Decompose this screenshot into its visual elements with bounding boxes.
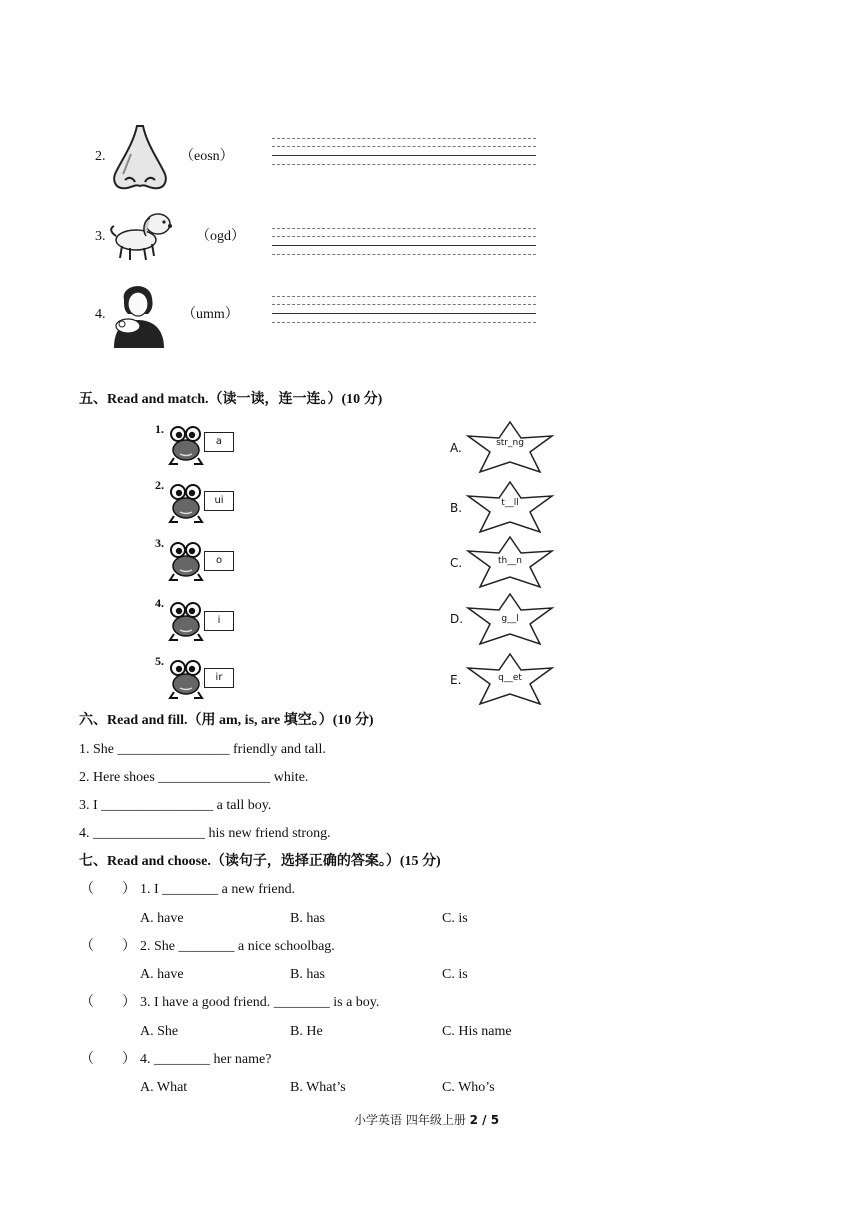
option-b[interactable]: B. has: [290, 967, 325, 982]
frog-icon: [166, 658, 206, 700]
frog-number: 3.: [155, 536, 164, 550]
frog-icon: [166, 482, 206, 524]
frog-number: 4.: [155, 596, 164, 610]
option-letter: E.: [450, 673, 462, 687]
fill-sentence[interactable]: 4. ________________ his new friend strong.: [79, 826, 331, 841]
option-a[interactable]: A. What: [140, 1080, 188, 1095]
frog-number: 1.: [155, 422, 164, 436]
question-text: 3. I have a good friend. ________ is a boy.: [140, 995, 380, 1010]
section-title-part5: 五、Read and match.（读一读，连一连。）(10 分): [79, 392, 383, 407]
fill-sentence[interactable]: 2. Here shoes ________________ white.: [79, 770, 309, 785]
option-letter: D.: [450, 612, 464, 626]
option-c[interactable]: C. is: [442, 967, 468, 982]
footer-text: 小学英语 四年级上册: [354, 1113, 470, 1127]
answer-bracket[interactable]: （ ）: [80, 939, 136, 954]
fill-sentence[interactable]: 3. I ________________ a tall boy.: [79, 798, 272, 813]
option-b[interactable]: B. What’s: [290, 1080, 346, 1095]
answer-bracket[interactable]: （ ）: [80, 995, 136, 1010]
option-letter: A.: [450, 441, 462, 455]
sound-box[interactable]: ui: [204, 491, 234, 511]
scrambled-letters: （umm）: [182, 307, 239, 322]
section-title-part7: 七、Read and choose.（读句子，选择正确的答案。）(15 分): [79, 854, 441, 869]
scrambled-letters: （eosn）: [180, 149, 234, 164]
fill-sentence[interactable]: 1. She ________________ friendly and tall.: [79, 742, 326, 757]
frog-number: 2.: [155, 478, 164, 492]
frog-icon: [166, 424, 206, 466]
frog-number: 5.: [155, 654, 164, 668]
option-letter: C.: [450, 556, 463, 570]
nose-icon: [107, 124, 173, 194]
mother-icon: [106, 278, 172, 350]
option-b[interactable]: B. has: [290, 911, 325, 926]
option-c[interactable]: C. is: [442, 911, 468, 926]
option-a[interactable]: A. She: [140, 1024, 179, 1039]
section-title-part6: 六、Read and fill.（用 am, is, are 填空。）(10 分): [79, 713, 374, 728]
option-a[interactable]: A. have: [140, 911, 184, 926]
star-word: t__ll: [501, 498, 519, 508]
option-c[interactable]: C. His name: [442, 1024, 512, 1039]
star-word: g__l: [501, 614, 519, 624]
sound-box[interactable]: i: [204, 611, 234, 631]
answer-bracket[interactable]: （ ）: [80, 1052, 136, 1067]
frog-icon: [166, 540, 206, 582]
page-footer: [354, 1111, 499, 1128]
sound-box[interactable]: o: [204, 551, 234, 571]
question-text: 4. ________ her name?: [140, 1052, 272, 1067]
page-number: 2 / 5: [469, 1113, 500, 1127]
writing-lines[interactable]: [272, 138, 536, 168]
item-number: 3.: [95, 229, 106, 244]
frog-icon: [166, 600, 206, 642]
question-text: 2. She ________ a nice schoolbag.: [140, 939, 335, 954]
dog-icon: [106, 206, 176, 262]
option-letter: B.: [450, 501, 463, 515]
star-word: th__n: [498, 556, 522, 566]
star-word: str_ng: [496, 438, 524, 448]
option-c[interactable]: C. Who’s: [442, 1080, 495, 1095]
item-number: 2.: [95, 149, 106, 164]
option-b[interactable]: B. He: [290, 1024, 323, 1039]
sound-box[interactable]: a: [204, 432, 234, 452]
question-text: 1. I ________ a new friend.: [140, 882, 296, 897]
item-number: 4.: [95, 307, 106, 322]
answer-bracket[interactable]: （ ）: [80, 882, 136, 897]
star-word: q__et: [498, 673, 522, 683]
option-a[interactable]: A. have: [140, 967, 184, 982]
scrambled-letters: （ogd）: [196, 229, 245, 244]
writing-lines[interactable]: [272, 296, 536, 326]
sound-box[interactable]: ir: [204, 668, 234, 688]
writing-lines[interactable]: [272, 228, 536, 258]
